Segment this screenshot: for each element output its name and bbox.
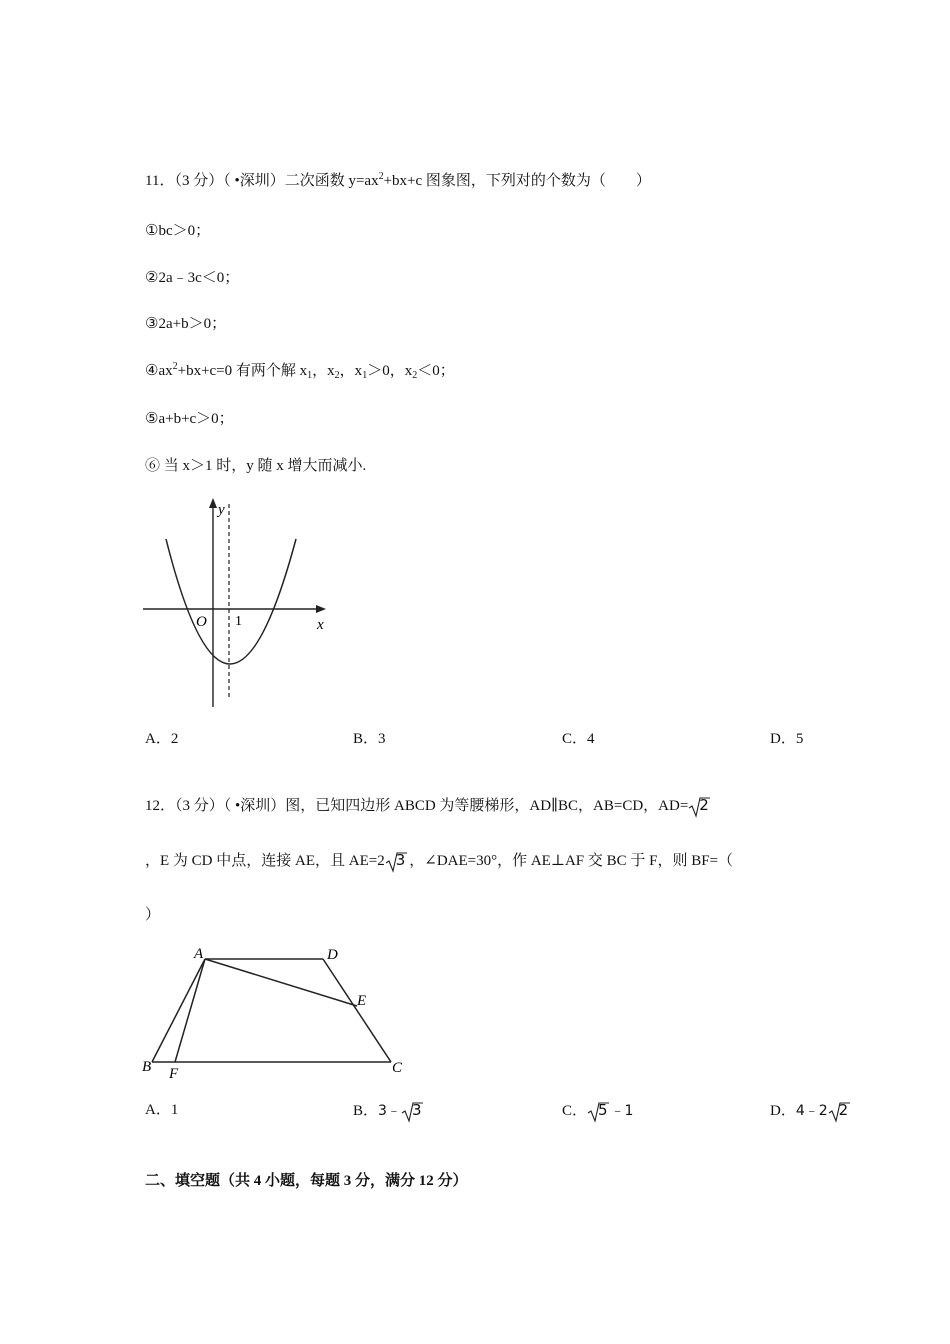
q12-stem-line-3: ） [145,907,161,923]
q11-statement-5: ⑤a+b+c＞0； [145,411,234,427]
q11-statement-4: $④ax^2+bx+c=0$ 有两个解 $x_1$，$x_2$，$x_1>0$，$x_2<0$； [145,361,455,381]
vertex-d-label: D [327,947,338,963]
parabola-graph [140,492,340,712]
segment-ae [205,959,357,1006]
x-axis-arrow [316,605,326,613]
q11-statement-2: ②2a﹣3c＜0； [145,270,240,286]
q12-option-a: A．1 [145,1102,179,1118]
section-2-heading: 二、填空题（共 4 小题，每题 3 分，满分 12 分） [145,1173,468,1189]
trapezoid-figure [138,938,418,1083]
vertex-c-label: C [392,1060,403,1076]
q11-option-a: A．2 [145,731,179,747]
tick-label-1: 1 [235,614,242,629]
origin-label: O [196,614,207,630]
q11-statement-1: ①bc＞0； [145,223,211,239]
q11-option-c: C．4 [562,731,595,747]
q11-statement-3: ③2a+b＞0； [145,316,227,332]
q11-statement-6: ⑥ 当 x＞1 时，y 随 x 增大而减小. [145,458,367,474]
segment-af [175,959,205,1062]
q11-option-d: D．5 [770,731,804,747]
q12-stem-line-2: ，E 为 CD 中点，连接 AE，且 AE=2 3 ，∠DAE=30°，作 AE⊥AF 交 BC 于 F，则 BF=（ [145,850,733,873]
vertex-a-label: A [194,946,204,962]
point-f-label: F [169,1066,179,1082]
q12-option-d: D．4﹣2 2 [770,1100,848,1123]
segment-dc [323,959,391,1062]
parabola-curve [166,539,296,664]
q11-stem: 11．（3 分）（ •深圳）二次函数 $y=ax^2+bx+c$ 图象图，下列对的个数为（ ） [145,171,651,189]
q11-option-b: B．3 [353,731,386,747]
vertex-b-label: B [142,1059,152,1075]
point-e-label: E [357,993,367,1009]
x-axis-label: x [317,617,324,633]
q12-stem-line-1: 12．（3 分）（ •深圳）图，已知四边形 ABCD 为等腰梯形，AD∥BC，AB=CD，AD= 2 [145,795,709,818]
y-axis-arrow [209,498,217,508]
q12-option-b: B．3﹣ 3 [353,1100,421,1123]
y-axis-label: y [218,502,225,518]
q12-option-c: C． 5 ﹣1 [562,1100,633,1123]
segment-ab [152,959,205,1062]
